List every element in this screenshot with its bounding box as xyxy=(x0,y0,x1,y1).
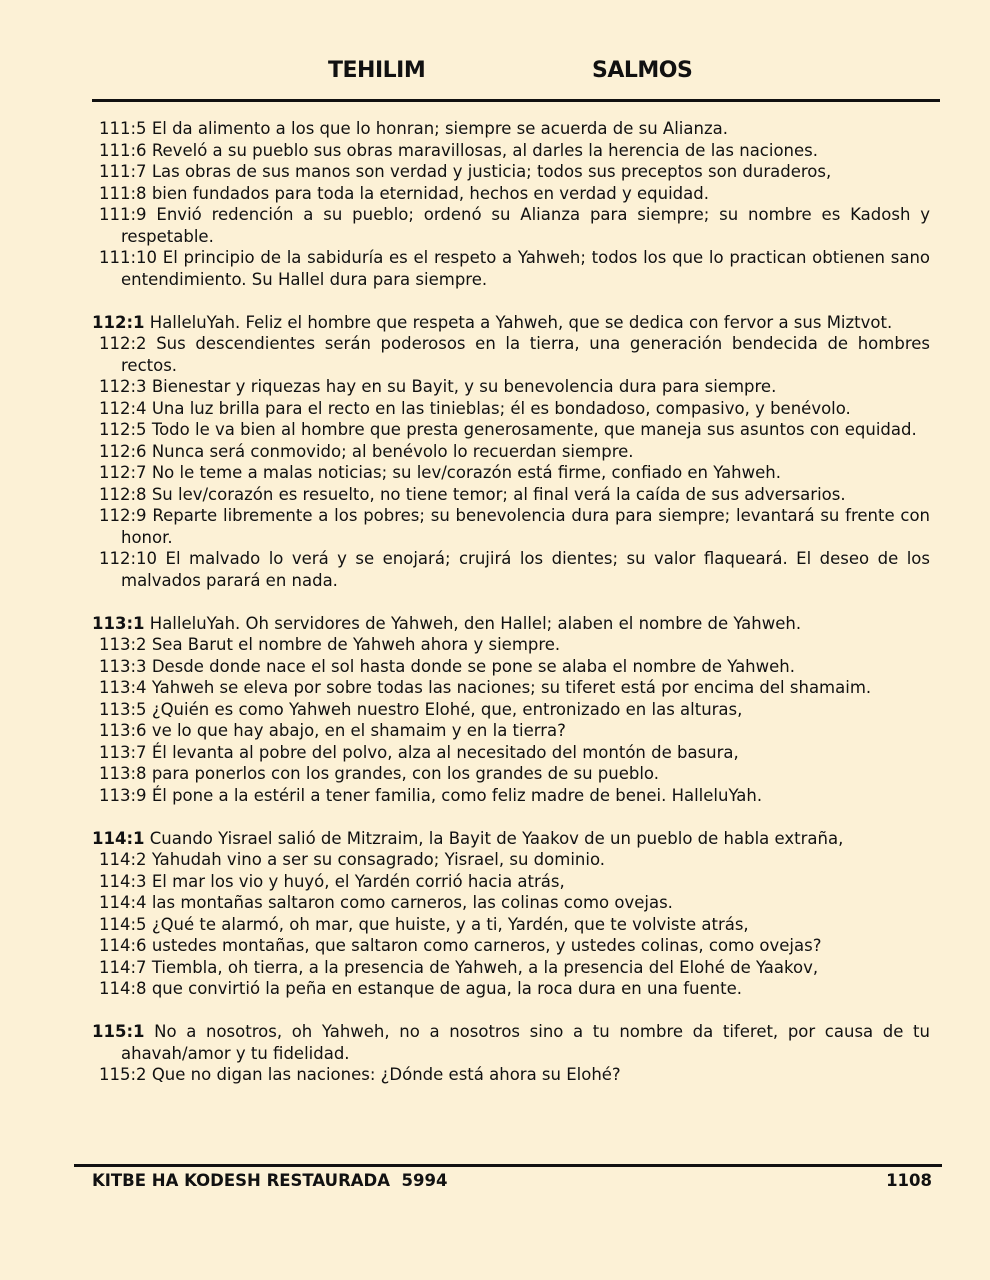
verse xyxy=(92,935,930,957)
page-header xyxy=(0,58,990,88)
verse xyxy=(92,914,930,936)
verse xyxy=(92,828,930,850)
verse xyxy=(92,892,930,914)
verse-text: ve lo que hay abajo, en el shamaim y en la tierra? xyxy=(151,721,566,740)
verse-text: Nunca será conmovido; al benévolo lo recuerdan siempre. xyxy=(151,441,634,461)
verse xyxy=(92,720,930,742)
verse-text: No le teme a malas noticias; su lev/corazón está firme, confiado en Yahweh. xyxy=(151,463,781,482)
verse-reference: 111:6 xyxy=(99,140,147,160)
verse-reference: 112:1 xyxy=(92,312,145,332)
verse-text: El da alimento a los que lo honran; siempre se acuerda de su Alianza. xyxy=(151,119,728,138)
verse-reference: 112:7 xyxy=(99,463,147,482)
verse-reference: 112:3 xyxy=(99,377,147,396)
verse-reference: 114:2 xyxy=(99,850,147,869)
verse-text: bien fundados para toda la eternidad, hechos en verdad y equidad. xyxy=(151,183,709,203)
verse-text: Él pone a la estéril a tener familia, como feliz madre de benei. HalleluYah. xyxy=(151,785,763,805)
verse xyxy=(92,763,930,785)
verse xyxy=(92,785,930,807)
verse xyxy=(92,441,930,463)
verse-text: El mar los vio y huyó, el Yardén corrió hacia atrás, xyxy=(151,871,565,891)
verse-reference: 114:5 xyxy=(99,914,147,934)
verse-list xyxy=(92,118,930,1086)
verse xyxy=(92,462,930,484)
verse-reference: 113:6 xyxy=(99,721,147,740)
verse xyxy=(92,699,930,721)
verse-reference: 114:1 xyxy=(92,828,145,848)
verse-reference: 115:1 xyxy=(92,1022,145,1041)
verse-text: ¿Qué te alarmó, oh mar, que huiste, y a ti, Yardén, que te volviste atrás, xyxy=(151,914,749,934)
verse-reference: 111:10 xyxy=(99,248,158,267)
verse-reference: 111:5 xyxy=(99,119,147,138)
verse-reference: 113:2 xyxy=(99,635,147,654)
verse xyxy=(92,484,930,506)
verse-reference: 111:9 xyxy=(99,205,147,224)
verse-reference: 113:1 xyxy=(92,613,145,633)
verse xyxy=(92,204,930,247)
header-divider xyxy=(92,99,940,102)
verse-reference: 113:5 xyxy=(99,699,147,719)
verse-text: para ponerlos con los grandes, con los grandes de su pueblo. xyxy=(151,764,659,783)
verse xyxy=(92,978,930,1000)
verse-reference: 112:4 xyxy=(99,398,147,418)
verse-text: ustedes montañas, que saltaron como carneros, y ustedes colinas, como ovejas? xyxy=(151,936,822,955)
header-title-spanish: SALMOS xyxy=(592,58,693,83)
verse-text: Sus descendientes serán poderosos en la tierra, una generación bendecida de hombres rectos. xyxy=(121,334,930,375)
verse-reference: 114:8 xyxy=(99,979,147,998)
verse xyxy=(92,1064,930,1086)
verse-reference: 112:10 xyxy=(99,549,158,568)
section-gap xyxy=(92,806,930,828)
verse xyxy=(92,140,930,162)
verse-reference: 112:2 xyxy=(99,334,147,353)
verse-text: El principio de la sabiduría es el respeto a Yahweh; todos los que lo practican obtienen sano entendimiento. Su Hallel dura para siempre. xyxy=(121,248,930,289)
verse xyxy=(92,161,930,183)
verse xyxy=(92,849,930,871)
verse xyxy=(92,398,930,420)
verse-reference: 113:3 xyxy=(99,656,147,676)
verse-text: Todo le va bien al hombre que presta generosamente, que maneja sus asuntos con equidad. xyxy=(151,420,917,439)
verse-reference: 114:4 xyxy=(99,893,147,912)
section-gap xyxy=(92,591,930,613)
verse-text: Reparte libremente a los pobres; su benevolencia dura para siempre; levantará su frente con honor. xyxy=(121,506,931,547)
verse-text: No a nosotros, oh Yahweh, no a nosotros sino a tu nombre da tiferet, por causa de tu ahavah/amor y tu fidelidad. xyxy=(121,1022,930,1063)
verse xyxy=(92,1021,930,1064)
verse-text: HalleluYah. Feliz el hombre que respeta a Yahweh, que se dedica con fervor a sus Miztvot. xyxy=(149,312,893,332)
verse-text: Sea Barut el nombre de Yahweh ahora y siempre. xyxy=(151,635,561,654)
verse-text: HalleluYah. Oh servidores de Yahweh, den Hallel; alaben el nombre de Yahweh. xyxy=(149,613,802,633)
verse-reference: 112:5 xyxy=(99,420,147,439)
verse-text: que convirtió la peña en estanque de agua, la roca dura en una fuente. xyxy=(151,979,742,998)
verse xyxy=(92,677,930,699)
footer-divider xyxy=(74,1164,942,1167)
verse-reference: 112:6 xyxy=(99,441,147,461)
verse-text: El malvado lo verá y se enojará; crujirá los dientes; su valor flaqueará. El deseo de los malvados parará en nada. xyxy=(121,549,930,590)
verse xyxy=(92,613,930,635)
verse xyxy=(92,634,930,656)
verse-text: Las obras de sus manos son verdad y justicia; todos sus preceptos son duraderos, xyxy=(151,162,832,181)
verse-text: Bienestar y riquezas hay en su Bayit, y su benevolencia dura para siempre. xyxy=(151,377,777,396)
verse xyxy=(92,247,930,290)
verse-text: Una luz brilla para el recto en las tinieblas; él es bondadoso, compasivo, y benévolo. xyxy=(151,398,851,418)
verse xyxy=(92,548,930,591)
verse-reference: 114:6 xyxy=(99,936,147,955)
verse-text: Yahudah vino a ser su consagrado; Yisrael, su dominio. xyxy=(151,850,605,869)
verse xyxy=(92,183,930,205)
verse xyxy=(92,505,930,548)
verse xyxy=(92,419,930,441)
page-footer xyxy=(92,1171,932,1193)
verse-text: las montañas saltaron como carneros, las colinas como ovejas. xyxy=(151,893,673,912)
section-gap xyxy=(92,1000,930,1022)
page-number: 1108 xyxy=(886,1171,932,1190)
section-gap xyxy=(92,290,930,312)
verse-reference: 111:8 xyxy=(99,183,147,203)
verse-reference: 115:2 xyxy=(99,1065,147,1084)
verse xyxy=(92,333,930,376)
verse-text: Tiembla, oh tierra, a la presencia de Yahweh, a la presencia del Elohé de Yaakov, xyxy=(151,957,819,977)
verse-text: Reveló a su pueblo sus obras maravillosas, al darles la herencia de las naciones. xyxy=(151,140,818,160)
header-title-hebrew: TEHILIM xyxy=(328,58,426,83)
verse xyxy=(92,957,930,979)
verse xyxy=(92,376,930,398)
verse-text: Su lev/corazón es resuelto, no tiene temor; al final verá la caída de sus adversarios. xyxy=(151,484,846,504)
verse-reference: 112:8 xyxy=(99,484,147,504)
verse-reference: 113:7 xyxy=(99,742,147,762)
verse-reference: 112:9 xyxy=(99,506,147,525)
verse xyxy=(92,871,930,893)
verse-text: Desde donde nace el sol hasta donde se pone se alaba el nombre de Yahweh. xyxy=(151,656,795,676)
verse xyxy=(92,742,930,764)
verse xyxy=(92,312,930,334)
verse xyxy=(92,656,930,678)
verse-text: Envió redención a su pueblo; ordenó su Alianza para siempre; su nombre es Kadosh y respetable. xyxy=(121,205,931,246)
verse-reference: 113:4 xyxy=(99,678,147,697)
verse-text: Que no digan las naciones: ¿Dónde está ahora su Elohé? xyxy=(151,1065,621,1084)
verse-text: ¿Quién es como Yahweh nuestro Elohé, que, entronizado en las alturas, xyxy=(151,699,743,719)
verse-text: Yahweh se eleva por sobre todas las naciones; su tiferet está por encima del shamaim. xyxy=(151,678,872,697)
verse xyxy=(92,118,930,140)
footer-book-title: KITBE HA KODESH RESTAURADA 5994 xyxy=(92,1171,448,1190)
verse-text: Él levanta al pobre del polvo, alza al necesitado del montón de basura, xyxy=(151,742,739,762)
verse-reference: 113:9 xyxy=(99,785,147,805)
verse-reference: 114:7 xyxy=(99,957,147,977)
verse-reference: 111:7 xyxy=(99,162,147,181)
verse-text: Cuando Yisrael salió de Mitzraim, la Bayit de Yaakov de un pueblo de habla extraña, xyxy=(149,828,844,848)
verse-reference: 113:8 xyxy=(99,764,147,783)
verse-reference: 114:3 xyxy=(99,871,147,891)
